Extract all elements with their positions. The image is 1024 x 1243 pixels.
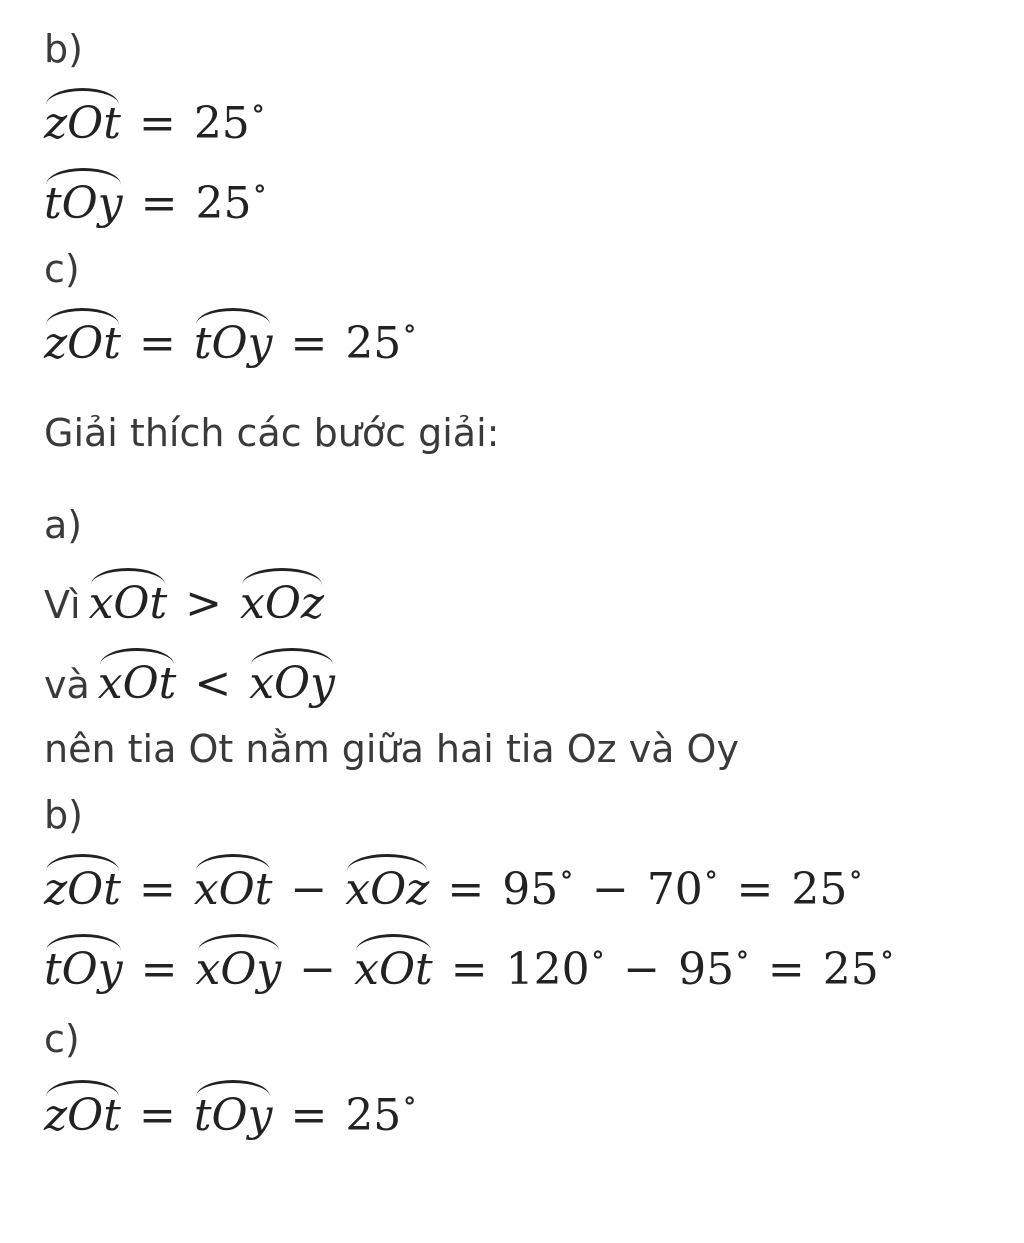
- degree-symbol: ∘: [252, 171, 268, 206]
- degree-symbol: ∘: [879, 937, 895, 972]
- minus-sign: −: [623, 944, 661, 995]
- part-c-label: c): [44, 247, 80, 291]
- inequality-2: [44, 658, 335, 709]
- angle-xoy: xOy: [249, 658, 335, 709]
- equals-sign: =: [290, 1090, 328, 1141]
- equals-sign: =: [290, 318, 328, 369]
- equation-zot-toy-final: [44, 1083, 418, 1141]
- equals-sign: =: [138, 1090, 176, 1141]
- equation-zot-toy: [44, 311, 418, 369]
- value-25: 25: [791, 864, 848, 915]
- less-than: <: [194, 658, 232, 709]
- minus-sign: −: [299, 944, 337, 995]
- angle-zot: zOt: [44, 864, 121, 915]
- greater-than: >: [185, 578, 223, 629]
- equals-sign: =: [138, 98, 176, 149]
- equation-toy-calc: [44, 937, 895, 995]
- equals-sign: =: [450, 944, 488, 995]
- angle-xoy: xOy: [195, 944, 282, 995]
- angle-xot: xOt: [354, 944, 433, 995]
- angle-xoz: xOz: [240, 578, 325, 629]
- value: 25: [193, 98, 250, 149]
- part-b-label: b): [44, 27, 83, 71]
- degree-symbol: ∘: [848, 857, 864, 892]
- equals-sign: =: [767, 944, 805, 995]
- equation-zot-calc: [44, 857, 864, 915]
- value: 25: [345, 318, 402, 369]
- explanation-heading: Giải thích các bước giải:: [44, 411, 500, 455]
- equals-sign: =: [140, 944, 178, 995]
- equals-sign: =: [736, 864, 774, 915]
- value: 25: [345, 1090, 402, 1141]
- equation-zot: [44, 91, 266, 149]
- angle-zot: zOt: [44, 1090, 121, 1141]
- degree-symbol: ∘: [735, 937, 750, 972]
- conclusion-text: nên tia Ot nằm giữa hai tia Oz và Oy: [44, 727, 739, 771]
- angle-xoz: xOz: [345, 864, 430, 915]
- minus-sign: −: [290, 864, 328, 915]
- degree-symbol: ∘: [402, 311, 418, 346]
- angle-zot: zOt: [44, 318, 121, 369]
- prefix-vi: Vì: [44, 583, 81, 627]
- angle-xot: xOt: [88, 578, 168, 629]
- part-b-label-2: b): [44, 793, 83, 837]
- value-70: 70: [646, 864, 703, 915]
- inequality-1: [44, 578, 325, 629]
- equals-sign: =: [138, 864, 176, 915]
- value: 25: [195, 178, 252, 229]
- part-c-label-2: c): [44, 1017, 80, 1061]
- angle-xot: xOt: [193, 864, 273, 915]
- value-25: 25: [822, 944, 879, 995]
- value-95: 95: [678, 944, 735, 995]
- angle-toy: tOy: [193, 1090, 273, 1141]
- degree-symbol: ∘: [703, 857, 719, 892]
- part-a-label: a): [44, 503, 83, 547]
- angle-xot: xOt: [97, 658, 177, 709]
- degree-symbol: ∘: [250, 91, 266, 126]
- angle-toy: tOy: [44, 944, 123, 995]
- prefix-va: và: [44, 663, 90, 707]
- value-120: 120: [505, 944, 590, 995]
- degree-symbol: ∘: [590, 937, 606, 972]
- degree-symbol: ∘: [402, 1083, 418, 1118]
- degree-symbol: ∘: [559, 857, 574, 892]
- minus-sign: −: [591, 864, 629, 915]
- angle-zot: zOt: [44, 98, 121, 149]
- angle-toy: tOy: [44, 178, 123, 229]
- angle-toy: tOy: [193, 318, 273, 369]
- value-95: 95: [502, 864, 559, 915]
- equals-sign: =: [138, 318, 176, 369]
- equals-sign: =: [447, 864, 485, 915]
- equation-toy: [44, 171, 268, 229]
- equals-sign: =: [140, 178, 178, 229]
